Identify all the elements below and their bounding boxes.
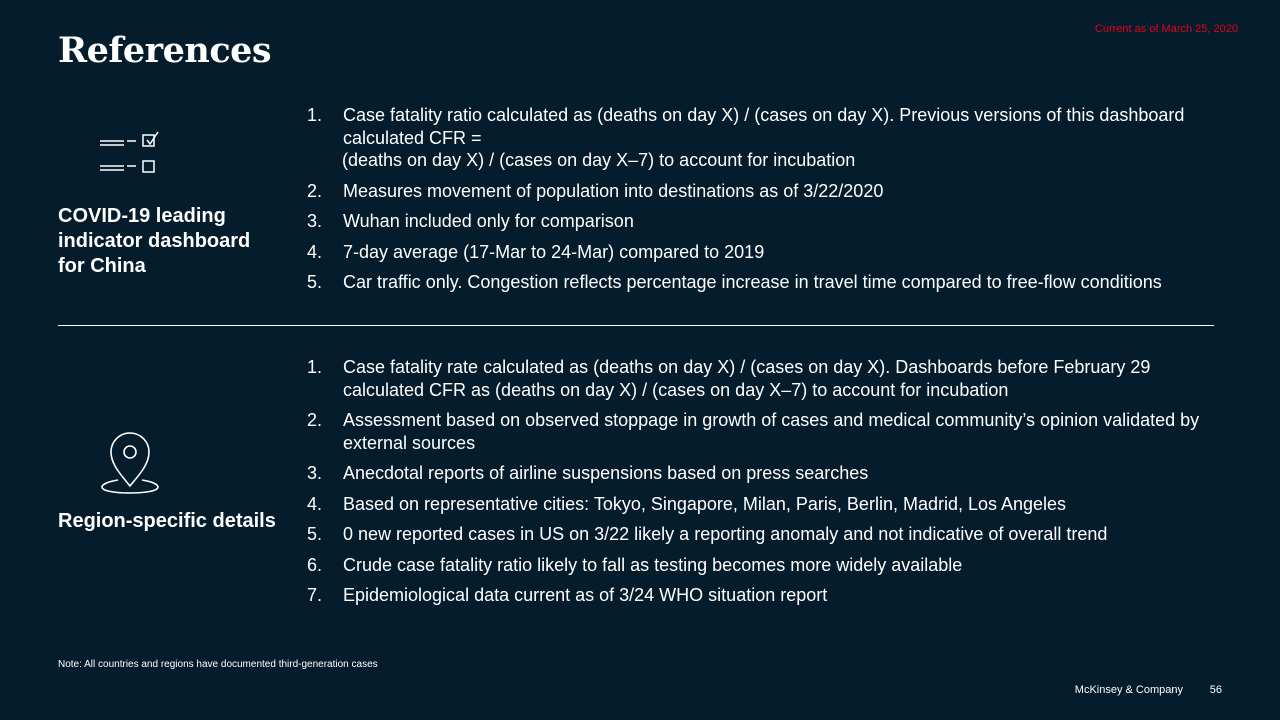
list-item [307,180,1217,203]
item-number: 2. [307,180,323,201]
item-text: Assessment based on observed stoppage in growth of cases and medical community’s opinion validated by external sources [343,410,1200,453]
date-stamp: Current as of March 25, 2020 [1094,23,1238,35]
list-item [307,271,1217,294]
footnote: Note: All countries and regions have documented third-generation cases [58,659,378,670]
item-text: Anecdotal reports of airline suspensions based on press searches [343,463,869,483]
item-text: Measures movement of population into destinations as of 3/22/2020 [343,180,884,201]
item-text: 0 new reported cases in US on 3/22 likely a reporting anomaly and not indicative of overall trend [343,524,1108,544]
item-text: Based on representative cities: Tokyo, Singapore, Milan, Paris, Berlin, Madrid, Los Angeles [343,493,1067,514]
brand-name: McKinsey & Company [1074,684,1183,696]
location-pin-icon [98,428,162,499]
reference-list [307,356,1217,615]
item-number: 5. [307,272,323,292]
item-number: 1. [307,357,323,377]
section-china-dashboard [58,104,1214,304]
list-item [307,409,1217,454]
item-number: 4. [307,493,323,514]
item-text: Case fatality ratio calculated as (deaths on day X) / (cases on day X). Previous versions of this dashboard calculated CFR = [343,105,1185,148]
item-number: 7. [307,585,323,605]
item-number: 1. [307,105,323,125]
item-text: Case fatality rate calculated as (deaths on day X) / (cases on day X). Dashboards before February 29 calculated CFR as (deaths on day X) / (cases on day X–7) to account for incubation [343,357,1151,400]
list-item [307,554,1217,577]
list-item [307,356,1217,401]
item-text: 7-day average (17-Mar to 24-Mar) compared to 2019 [343,241,765,262]
item-number: 3. [307,463,323,483]
list-item [307,241,1217,264]
item-number: 5. [307,524,323,544]
list-item [307,462,1217,485]
section-label: Region-specific details [58,510,276,532]
reference-list [307,104,1217,302]
item-text: Car traffic only. Congestion reflects percentage increase in travel time compared to free-flow conditions [343,272,1162,292]
item-text-continued: (deaths on day X) / (cases on day X–7) to account for incubation [342,150,856,170]
item-text: Crude case fatality ratio likely to fall as testing becomes more widely available [343,554,963,575]
page-title: References [58,30,272,71]
section-label: COVID-19 leading indicator dashboard for China [58,205,251,277]
section-region-details [58,356,1214,616]
item-number: 2. [307,410,323,430]
list-item [307,104,1217,172]
list-item [307,493,1217,516]
checklist-icon [98,118,162,187]
list-item [307,210,1217,233]
item-number: 3. [307,211,323,231]
item-text: Wuhan included only for comparison [343,211,634,231]
item-number: 4. [307,241,323,262]
item-number: 6. [307,554,323,575]
list-item [307,523,1217,546]
section-divider [58,325,1214,326]
list-item [307,584,1217,607]
page-number: 56 [1209,684,1222,696]
item-text: Epidemiological data current as of 3/24 WHO situation report [343,585,828,605]
